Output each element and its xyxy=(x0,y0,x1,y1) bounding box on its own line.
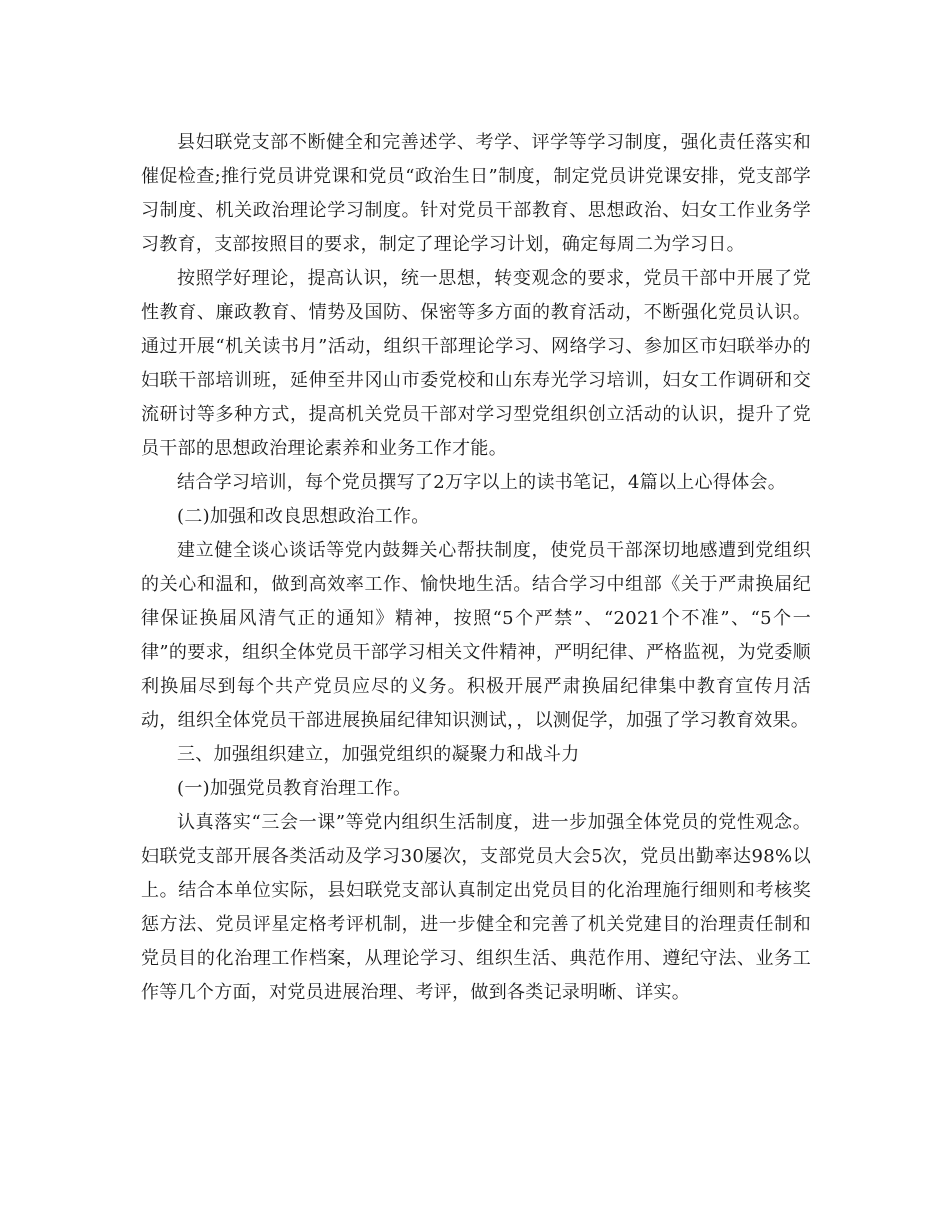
section-heading-organization: 三、加强组织建立，加强党组织的凝聚力和战斗力 xyxy=(177,744,580,765)
document-body xyxy=(141,126,811,1010)
paragraph-care-system: 建立健全谈心谈话等党内鼓舞关心帮扶制度，使党员干部深切地感遭到党组织的关心和温和，做到高效率工作、愉快地生活。结合学习中组部《关于严肃换届纪律保证换届风清气正的通知》精神，按照“5个严禁”、“2021个不准”、“5个一律”的要求，组织全体党员干部学习相关文件精神，严明纪律、严格监视，为党委顺利换届尽到每个共产党员应尽的义务。积极开展严肃换届纪律集中教育宣传月活动，组织全体党员干部进展换届纪律知识测试，，以测促学，加强了学习教育效果。 xyxy=(141,540,811,731)
paragraph-study-system: 县妇联党支部不断健全和完善述学、考学、评学等学习制度，强化责任落实和催促检查;推行党员讲党课和党员“政治生日”制度，制定党员讲党课安排，党支部学习制度、机关政治理论学习制度。针对党员干部教育、思想政治、妇女工作业务学习教育，支部按照目的要求，制定了理论学习计划，确定每周二为学习日。 xyxy=(141,132,811,255)
subheading-member-management: (一)加强党员教育治理工作。 xyxy=(177,778,412,799)
paragraph-theory-education: 按照学好理论，提高认识，统一思想，转变观念的要求，党员干部中开展了党性教育、廉政教育、情势及国防、保密等多方面的教育活动，不断强化党员认识。通过开展“机关读书月”活动，组织干部理论学习、网络学习、参加区市妇联举办的妇联干部培训班，延伸至井冈山市委党校和山东寿光学习培训，妇女工作调研和交流研讨等多种方式，提高机关党员干部对学习型党组织创立活动的认识，提升了党员干部的思想政治理论素养和业务工作才能。 xyxy=(141,268,811,459)
paragraph-reading-notes: 结合学习培训，每个党员撰写了2万字以上的读书笔记，4篇以上心得体会。 xyxy=(177,472,787,493)
subheading-ideological-work: (二)加强和改良思想政治工作。 xyxy=(177,506,430,527)
paragraph-organization-life: 认真落实“三会一课”等党内组织生活制度，进一步加强全体党员的党性观念。妇联党支部开展各类活动及学习30屡次，支部党员大会5次，党员出勤率达98%以上。结合本单位实际，县妇联党支部认真制定出党员目的化治理施行细则和考核奖惩方法、党员评星定格考评机制，进一步健全和完善了机关党建目的治理责任制和党员目的化治理工作档案，从理论学习、组织生活、典范作用、遵纪守法、业务工作等几个方面，对党员进展治理、考评，做到各类记录明晰、详实。 xyxy=(141,812,811,1003)
